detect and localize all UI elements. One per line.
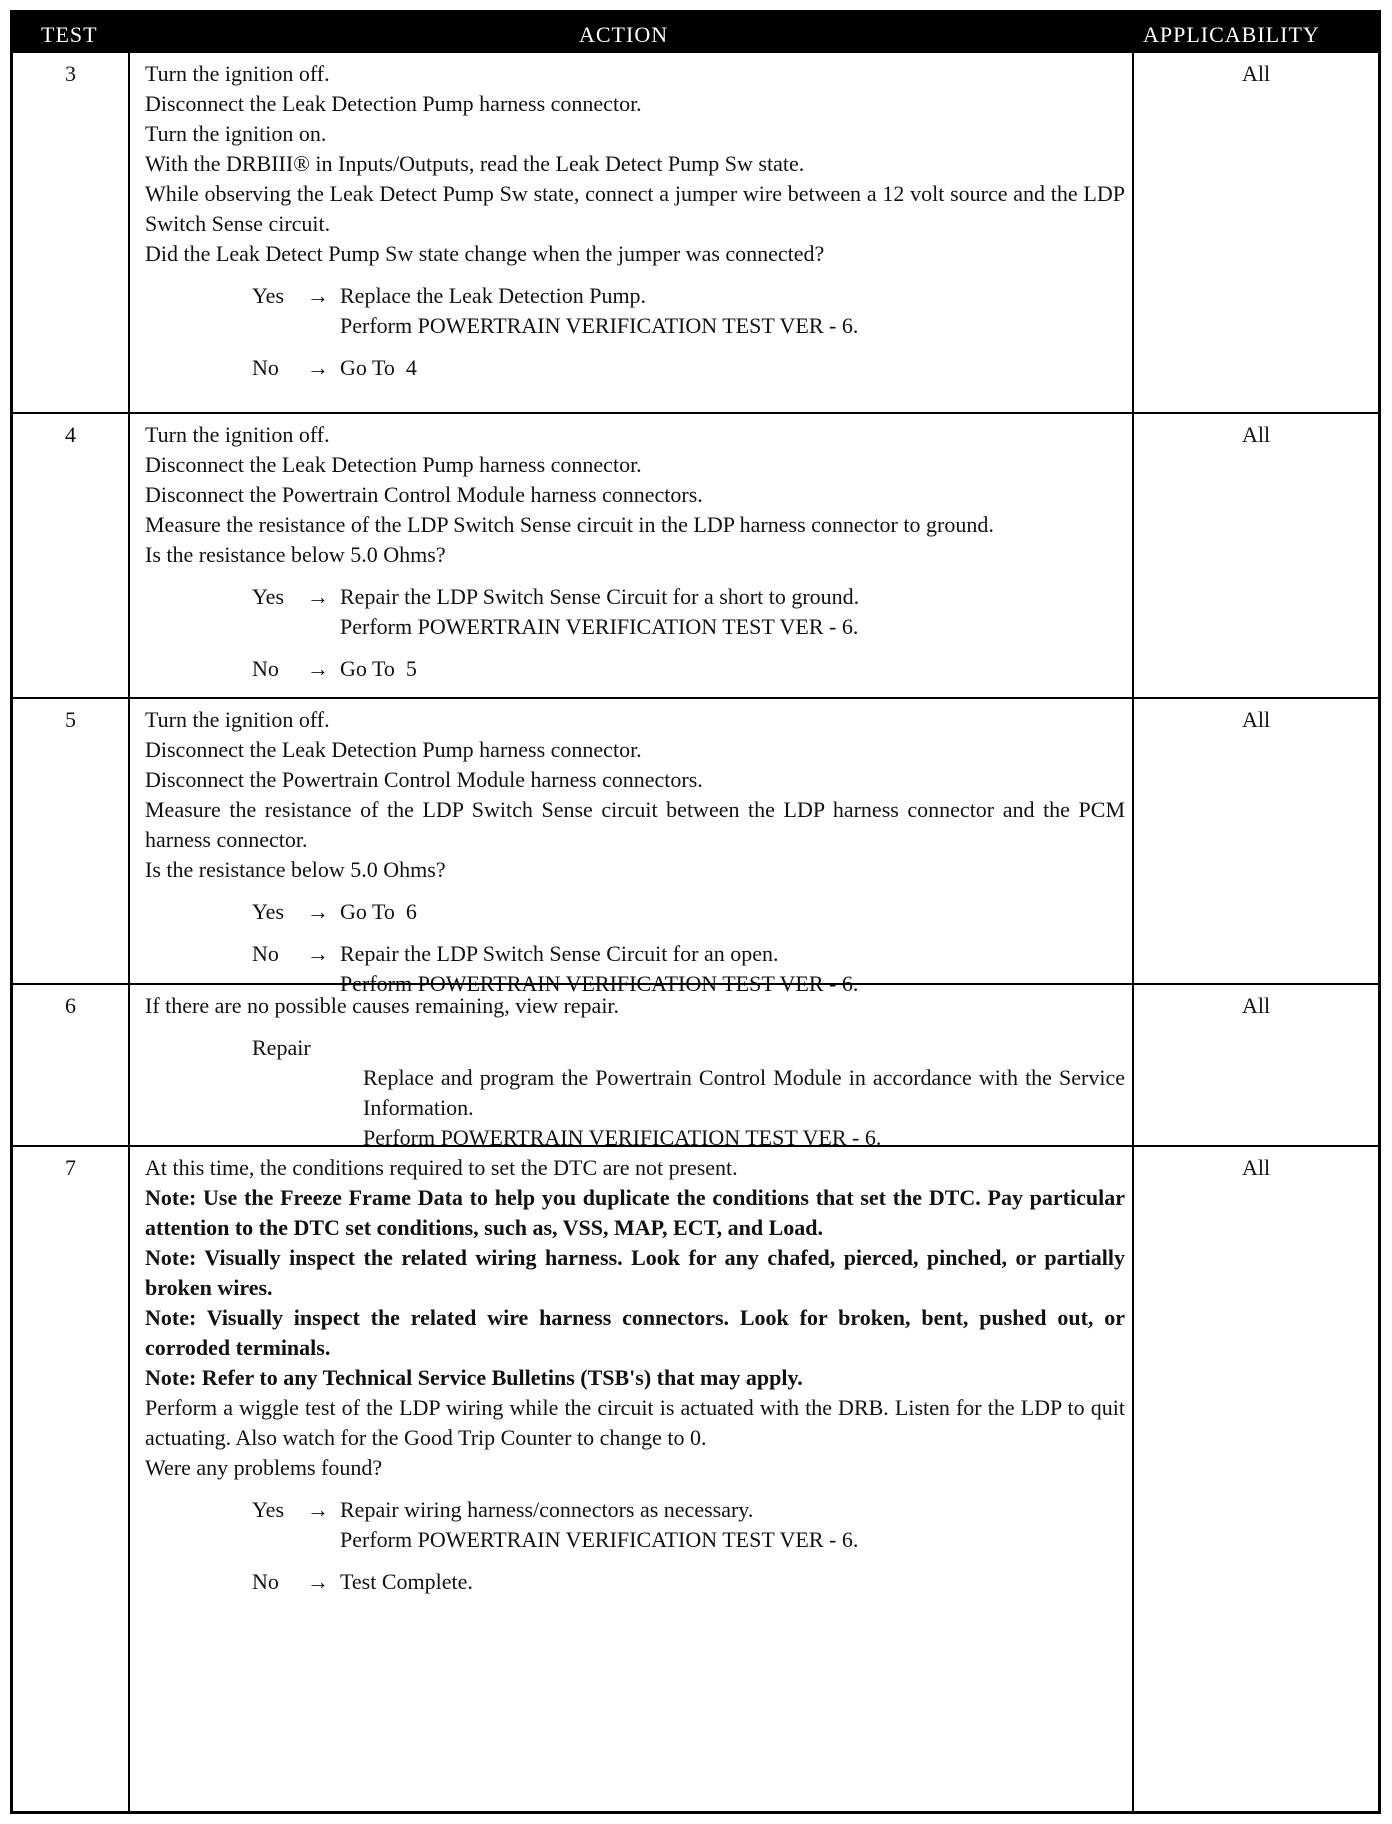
action-question: Were any problems found? — [145, 1455, 383, 1480]
action-question: Did the Leak Detect Pump Sw state change when the jumper was connected? — [145, 241, 825, 266]
repair-followup: Perform POWERTRAIN VERIFICATION TEST VER - 6. — [363, 1125, 882, 1150]
table-row-test-3 — [13, 53, 1378, 412]
action-cell — [145, 991, 1125, 1153]
action-cell — [145, 1153, 1125, 1597]
yes-branch — [145, 281, 1125, 341]
action-step: Turn the ignition off. — [145, 61, 330, 86]
arrow-icon: → — [307, 1497, 329, 1522]
yes-result-followup: Perform POWERTRAIN VERIFICATION TEST VER - 6. — [340, 614, 859, 639]
action-question: Is the resistance below 5.0 Ohms? — [145, 857, 446, 882]
note-wiring-harness: Note: Visually inspect the related wiring harness. Look for any chafed, pierced, pinched, or partially broken wires. — [145, 1245, 1125, 1300]
arrow-icon: → — [307, 899, 329, 924]
no-label: No — [252, 1569, 279, 1594]
applicability: All — [1241, 61, 1271, 86]
applicability: All — [1241, 422, 1271, 447]
no-branch — [145, 1567, 1125, 1597]
yes-branch — [145, 897, 1125, 927]
action-step: With the DRBIII® in Inputs/Outputs, read the Leak Detect Pump Sw state. — [145, 151, 805, 176]
action-step: Turn the ignition on. — [145, 121, 327, 146]
action-step: Perform a wiggle test of the LDP wiring while the circuit is actuated with the DRB. Listen for the LDP to quit actuating. Also watch for the Good Trip Counter to change to 0. — [145, 1395, 1125, 1450]
test-number: 5 — [65, 707, 76, 732]
arrow-icon: → — [307, 656, 329, 681]
test-number: 4 — [65, 422, 76, 447]
yes-result-followup: Perform POWERTRAIN VERIFICATION TEST VER - 6. — [340, 1527, 859, 1552]
no-result: Go To 4 — [340, 355, 417, 380]
header-action: ACTION — [579, 22, 669, 47]
arrow-icon: → — [307, 584, 329, 609]
no-branch — [145, 654, 1125, 684]
action-step: Measure the resistance of the LDP Switch Sense circuit between the LDP harness connector and the PCM harness connector. — [145, 797, 1125, 852]
action-step: If there are no possible causes remaining, view repair. — [145, 993, 620, 1018]
test-number: 6 — [65, 993, 76, 1018]
no-label: No — [252, 941, 279, 966]
action-step: Turn the ignition off. — [145, 707, 330, 732]
note-tsb: Note: Refer to any Technical Service Bulletins (TSB's) that may apply. — [145, 1365, 803, 1390]
table-row-test-6 — [13, 983, 1378, 1150]
action-step: Disconnect the Leak Detection Pump harness connector. — [145, 452, 642, 477]
applicability: All — [1241, 1155, 1271, 1180]
applicability: All — [1241, 993, 1271, 1018]
note-connectors: Note: Visually inspect the related wire harness connectors. Look for broken, bent, pushed out, or corroded terminals. — [145, 1305, 1125, 1360]
yes-label: Yes — [252, 283, 285, 308]
arrow-icon: → — [307, 941, 329, 966]
table-row-test-7 — [13, 1145, 1378, 1813]
table-header — [13, 13, 1378, 53]
note-freeze-frame: Note: Use the Freeze Frame Data to help you duplicate the conditions that set the DTC. Pay particular attention to the DTC set conditions, such as, VSS, MAP, ECT, and Load. — [145, 1185, 1125, 1240]
action-step: Disconnect the Powertrain Control Module harness connectors. — [145, 482, 703, 507]
action-step: Turn the ignition off. — [145, 422, 330, 447]
action-cell — [145, 705, 1125, 999]
action-question: Is the resistance below 5.0 Ohms? — [145, 542, 446, 567]
yes-result: Replace the Leak Detection Pump. — [340, 283, 647, 308]
yes-result: Repair wiring harness/connectors as necessary. — [340, 1497, 754, 1522]
table-row-test-4 — [13, 412, 1378, 699]
repair-text: Replace and program the Powertrain Control Module in accordance with the Service Information. — [363, 1065, 1125, 1120]
action-step: Disconnect the Leak Detection Pump harness connector. — [145, 737, 642, 762]
action-step: Disconnect the Leak Detection Pump harness connector. — [145, 91, 642, 116]
header-test: TEST — [41, 22, 98, 47]
test-number: 3 — [65, 61, 76, 86]
action-step: Disconnect the Powertrain Control Module harness connectors. — [145, 767, 703, 792]
no-label: No — [252, 355, 279, 380]
yes-result-followup: Perform POWERTRAIN VERIFICATION TEST VER - 6. — [340, 313, 859, 338]
no-result: Go To 5 — [340, 656, 417, 681]
action-step: At this time, the conditions required to set the DTC are not present. — [145, 1155, 738, 1180]
yes-result: Go To 6 — [340, 899, 417, 924]
yes-label: Yes — [252, 899, 285, 924]
table-row-test-5 — [13, 697, 1378, 996]
action-step: While observing the Leak Detect Pump Sw state, connect a jumper wire between a 12 volt source and the LDP Switch Sense circuit. — [145, 181, 1125, 236]
arrow-icon: → — [307, 283, 329, 308]
yes-label: Yes — [252, 584, 285, 609]
yes-branch — [145, 582, 1125, 642]
no-result: Repair the LDP Switch Sense Circuit for an open. — [340, 941, 779, 966]
yes-label: Yes — [252, 1497, 285, 1522]
yes-result: Repair the LDP Switch Sense Circuit for a short to ground. — [340, 584, 860, 609]
test-number: 7 — [65, 1155, 76, 1180]
action-cell — [145, 59, 1125, 383]
action-step: Measure the resistance of the LDP Switch Sense circuit in the LDP harness connector to ground. — [145, 512, 994, 537]
no-label: No — [252, 656, 279, 681]
no-result-followup: Perform POWERTRAIN VERIFICATION TEST VER - 6. — [340, 971, 859, 996]
yes-branch — [145, 1495, 1125, 1555]
arrow-icon: → — [307, 1569, 329, 1594]
arrow-icon: → — [307, 355, 329, 380]
no-result: Test Complete. — [340, 1569, 473, 1594]
no-branch — [145, 353, 1125, 383]
diagnostic-table — [10, 10, 1381, 1814]
action-cell — [145, 420, 1125, 684]
repair-label: Repair — [252, 1035, 311, 1060]
header-applicability: APPLICABILITY — [1143, 22, 1320, 47]
applicability: All — [1241, 707, 1271, 732]
